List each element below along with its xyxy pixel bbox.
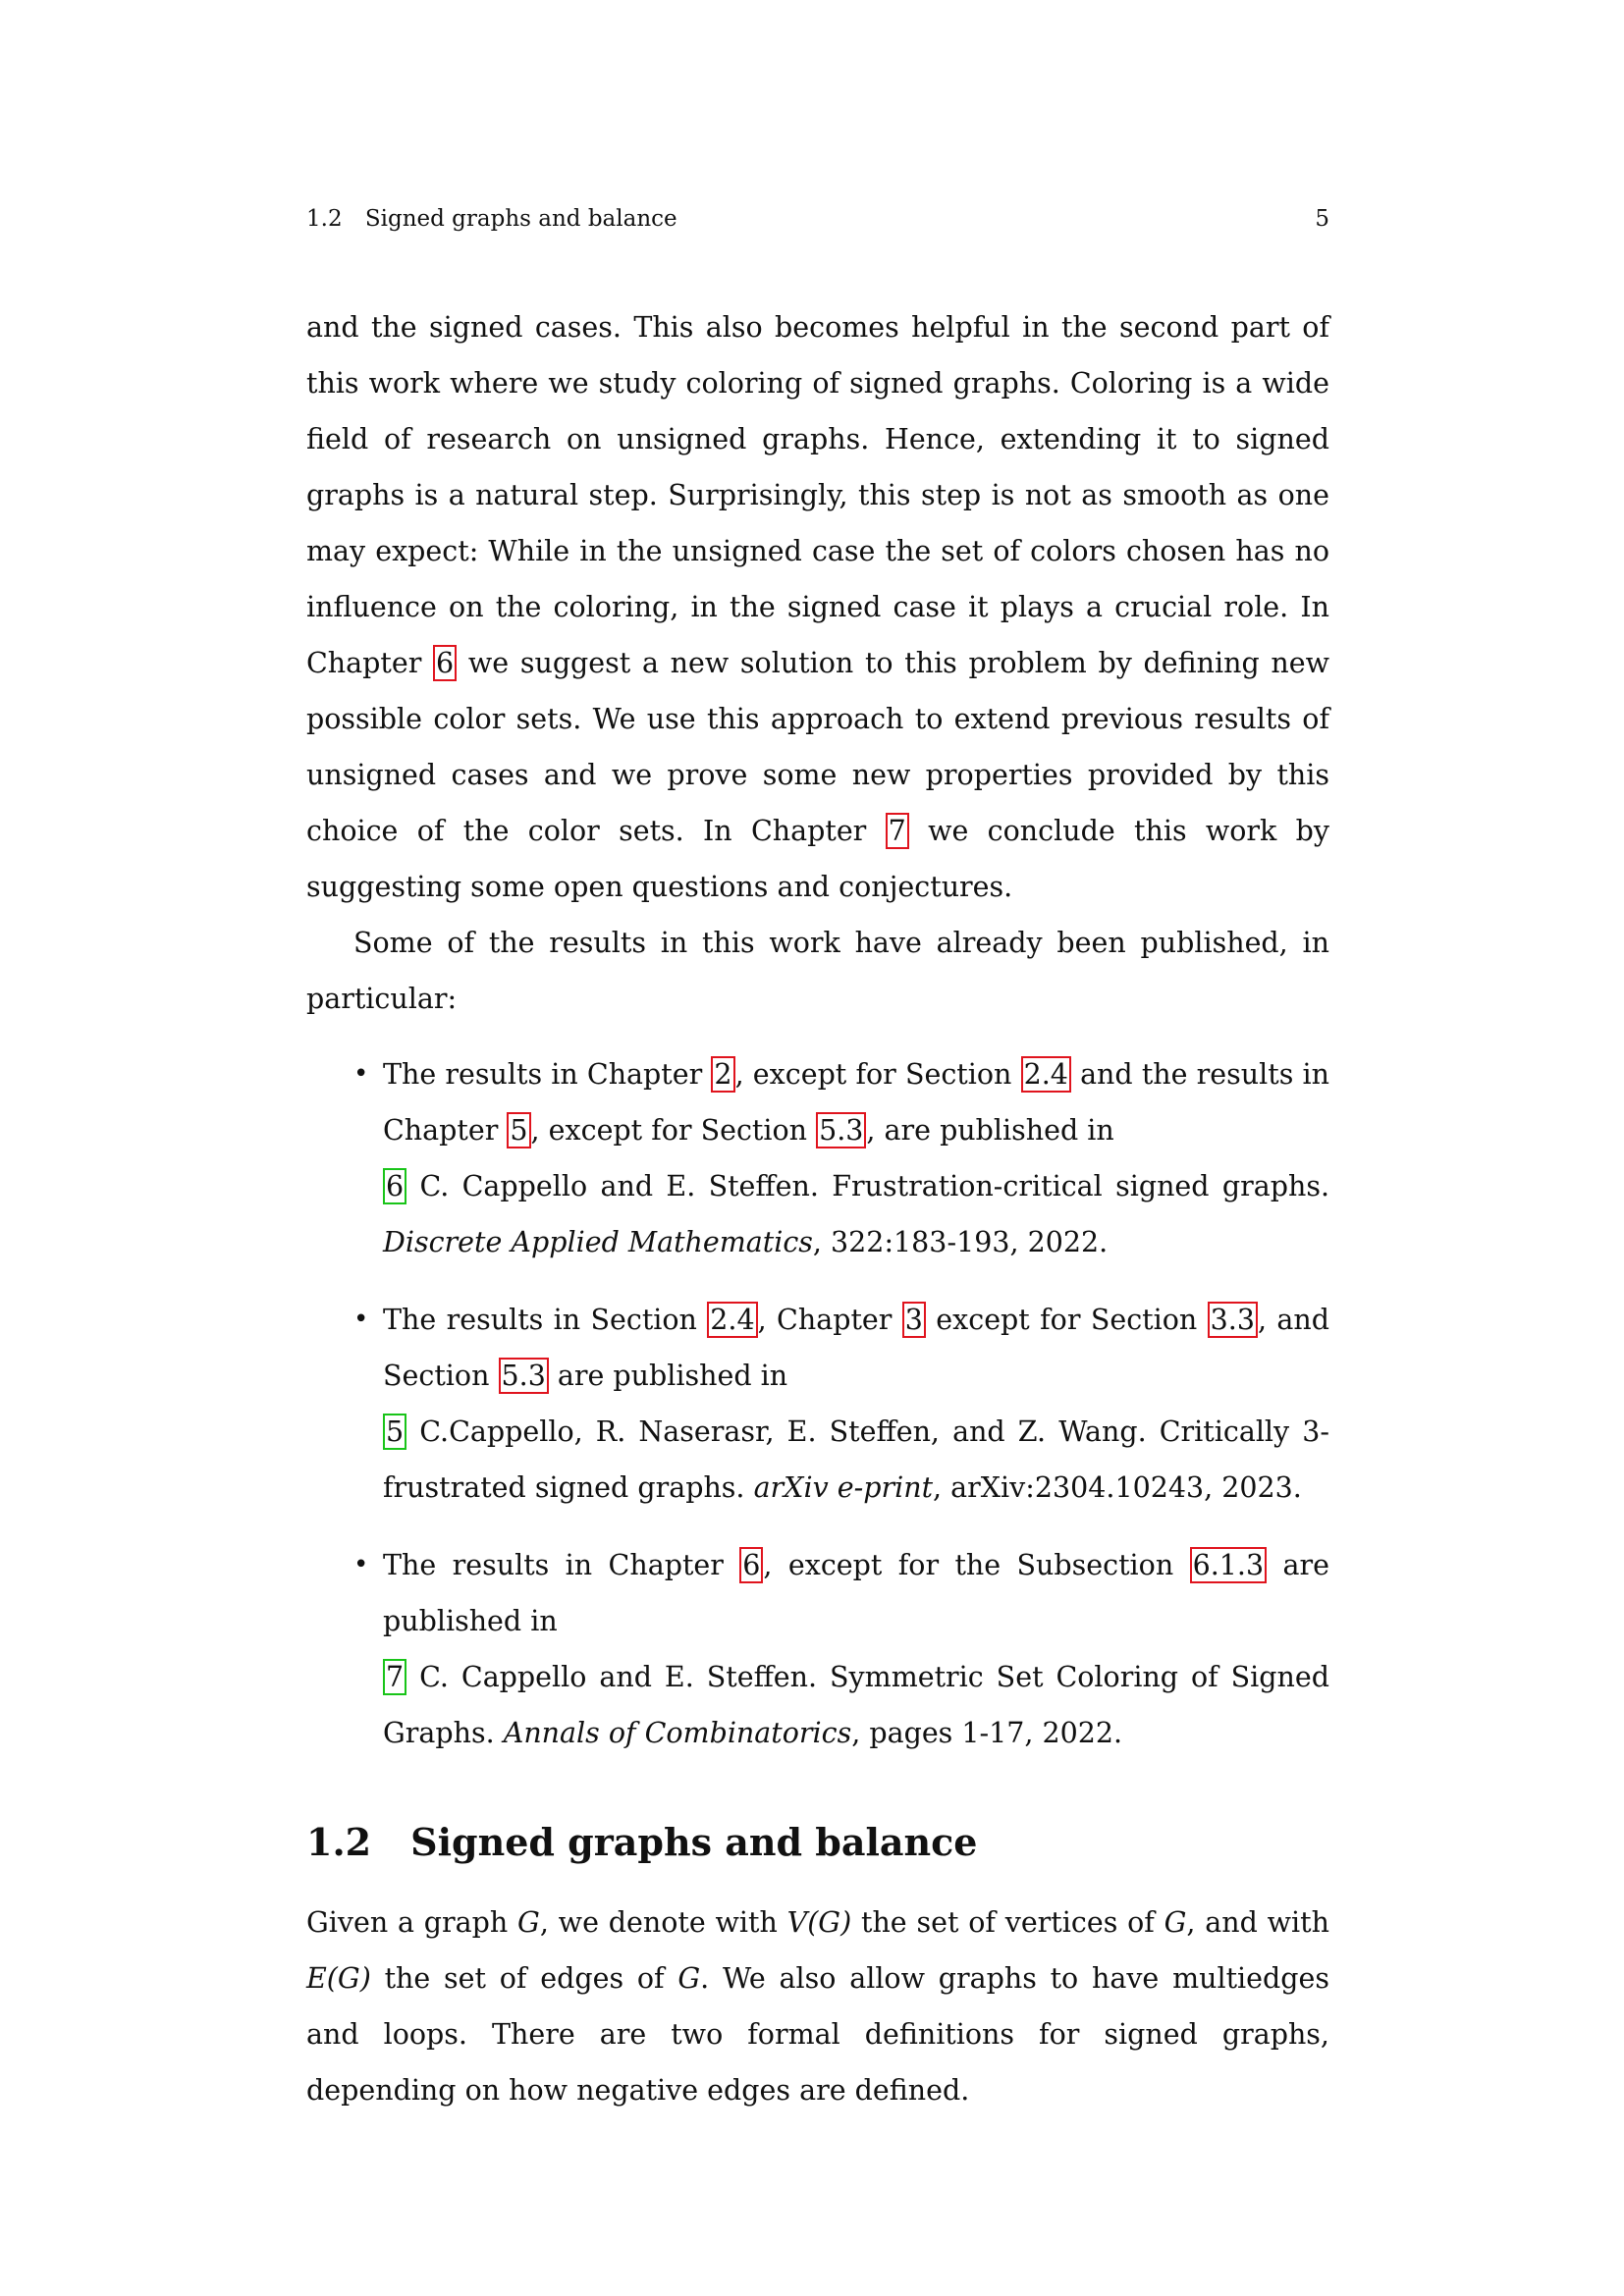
section-ref[interactable]: 5.3 [499,1358,549,1394]
publication-item [306,1046,1329,1270]
citation-venue: arXiv e-print [753,1471,934,1504]
section-heading [306,1818,1329,1867]
chapter-ref[interactable]: 3 [902,1302,926,1338]
running-head-left [306,206,677,232]
publication-item [306,1292,1329,1516]
subsection-ref[interactable]: 6.1.3 [1190,1547,1268,1583]
citation-ref[interactable]: 7 [383,1659,406,1695]
bullet-icon: • [353,1550,369,1579]
item-text: are published in [548,1360,788,1392]
publication-item [306,1537,1329,1761]
running-head [306,206,1329,232]
running-head-section-title: Signed graphs and balance [364,206,677,232]
para3-text: , and with [1186,1906,1329,1939]
citation [383,1158,1329,1270]
citation-ref[interactable]: 6 [383,1168,406,1204]
math-var: G [1164,1906,1187,1939]
para3-text: . We also allow graphs to have multiedges and loops. There are two formal definitions for signed graphs, depending on how negative edges are defined. [306,1962,1329,2107]
section-number: 1.2 [306,1820,372,1864]
paragraph-published: Some of the results in this work have already been published, in particular: [306,927,1329,1015]
item-text: , except for Section [530,1114,817,1147]
para1-text-1: and the signed cases. This also becomes helpful in the second part of this work where we study coloring of signed graphs. Coloring is a wide field of research on unsigned graphs. Hence, extending it to signed graphs is a natural step. Surprisingly, this step is not as smooth as one may expect: While in the unsigned case the set of colors chosen has no influence on the coloring, in the signed case it plays a crucial role. In Chapter [306,311,1329,679]
math-var: G [677,1962,701,1995]
paragraph-definitions [306,1895,1329,2118]
para3-text: Given a graph [306,1906,518,1939]
para3-text: the set of vertices of [851,1906,1164,1939]
chapter-ref-7[interactable]: 7 [886,813,909,849]
citation-tail: , pages 1-17, 2022. [851,1717,1123,1749]
item-text: The results in Section [383,1304,708,1336]
section-title: Signed graphs and balance [410,1820,978,1864]
item-text: , are published in [866,1114,1114,1147]
section-ref[interactable]: 2.4 [1021,1056,1071,1093]
para3-text: , we denote with [539,1906,787,1939]
citation-ref[interactable]: 5 [383,1414,406,1450]
citation-tail: , arXiv:2304.10243, 2023. [933,1471,1302,1504]
page-number: 5 [1315,206,1329,232]
item-text: The results in Chapter [383,1058,712,1091]
body-text [306,299,1329,2118]
citation-text: C. Cappello and E. Steffen. Frustration-critical signed graphs. [406,1170,1329,1202]
item-text: except for Section [925,1304,1208,1336]
citation [383,1649,1329,1761]
citation [383,1404,1329,1516]
math-expr: E(G) [306,1962,371,1995]
item-text: , except for the Subsection [763,1549,1190,1581]
math-expr: V(G) [786,1906,852,1939]
citation-venue: Discrete Applied Mathematics [383,1226,813,1258]
para1-text-3: we conclude this work by suggesting some open questions and conjectures. [306,815,1329,903]
citation-text: C.Cappello, R. Naserasr, E. Steffen, and Z. Wang. Critically 3-frustrated signed graphs. [383,1415,1329,1504]
citation-text: C. Cappello and E. Steffen. Symmetric Set Coloring of Signed Graphs. [383,1661,1329,1749]
item-text: , Chapter [757,1304,902,1336]
section-ref[interactable]: 3.3 [1208,1302,1258,1338]
item-text: , and Section [383,1304,1329,1392]
paragraph-intro [306,299,1329,915]
section-ref[interactable]: 5.3 [816,1112,866,1148]
chapter-ref[interactable]: 6 [739,1547,763,1583]
chapter-ref[interactable]: 5 [507,1112,530,1148]
math-var: G [517,1906,540,1939]
chapter-ref[interactable]: 2 [711,1056,734,1093]
running-head-section-number: 1.2 [306,206,343,232]
item-text: , except for Section [734,1058,1021,1091]
item-text: are published in [383,1549,1329,1637]
item-text: The results in Chapter [383,1549,740,1581]
section-ref[interactable]: 2.4 [707,1302,757,1338]
para3-text: the set of edges of [370,1962,678,1995]
citation-venue: Annals of Combinatorics [503,1717,852,1749]
chapter-ref-6[interactable]: 6 [433,645,457,681]
para1-text-2: we suggest a new solution to this problem by defining new possible color sets. We use this approach to extend previous results of unsigned cases and we prove some new properties provided by this choice of the color sets. In Chapter [306,647,1330,847]
bullet-icon: • [353,1059,369,1089]
publication-list [306,1046,1329,1761]
citation-tail: , 322:183-193, 2022. [812,1226,1109,1258]
bullet-icon: • [353,1305,369,1334]
item-text: and the results in Chapter [383,1058,1329,1147]
